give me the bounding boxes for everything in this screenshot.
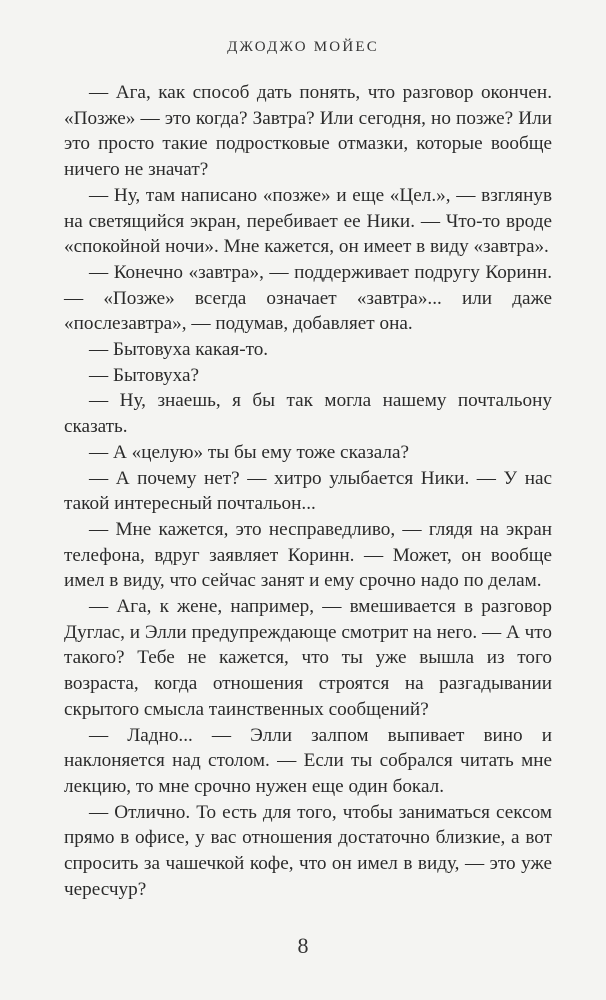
paragraph: — Ладно... — Элли залпом выпивает вино и наклоняется над столом. — Если ты собрался читать мне лекцию, то мне срочно нужен еще один бокал. bbox=[64, 724, 552, 797]
paragraph: — Ага, как способ дать понять, что разговор окончен. «Позже» — это когда? Завтра? Или сегодня, но позже? Или это просто такие подростковые отмазки, которые вообще ничего не значат? bbox=[64, 82, 552, 181]
paragraph: — Отлично. То есть для того, чтобы заниматься сексом прямо в офисе, у вас отношения достаточно близкие, а вот спросить за чашечкой кофе, что он имел в виду, — это уже чересчур? bbox=[64, 801, 552, 900]
paragraph: — Ну, там написано «позже» и еще «Цел.», — взглянув на светящийся экран, перебивает ее Ники. — Что-то вроде «спокойной ночи». Мне кажется, он имеет в виду «завтра». bbox=[64, 184, 552, 258]
paragraph: — Конечно «завтра», — поддерживает подругу Коринн. — «Позже» всегда означает «завтра»... или даже «послезавтра», — подумав, добавляет она. bbox=[64, 261, 552, 335]
paragraph: — Ага, к жене, например, — вмешивается в разговор Дуглас, и Элли предупреждающе смотрит на него. — А что такого? Тебе не кажется, что ты уже вышла из того возраста, когда отношения строятся на разгадывании скрытого смысла таинственных сообщений? bbox=[64, 596, 552, 720]
paragraph: — А «целую» ты бы ему тоже сказала? bbox=[89, 441, 409, 463]
page-number: 8 bbox=[297, 933, 309, 958]
paragraph: — Бытовуха? bbox=[89, 364, 199, 386]
body-text bbox=[64, 80, 552, 903]
paragraph: — Бытовуха какая-то. bbox=[89, 339, 269, 361]
paragraph: — Ну, знаешь, я бы так могла нашему почтальону сказать. bbox=[64, 390, 552, 438]
running-header: ДЖОДЖО МОЙЕС bbox=[227, 39, 379, 55]
paragraph: — Мне кажется, это несправедливо, — глядя на экран телефона, вдруг заявляет Коринн. — Может, он вообще имел в виду, что сейчас занят и ему срочно надо по делам. bbox=[64, 518, 552, 592]
paragraph: — А почему нет? — хитро улыбается Ники. — У нас такой интересный почтальон... bbox=[64, 467, 552, 515]
